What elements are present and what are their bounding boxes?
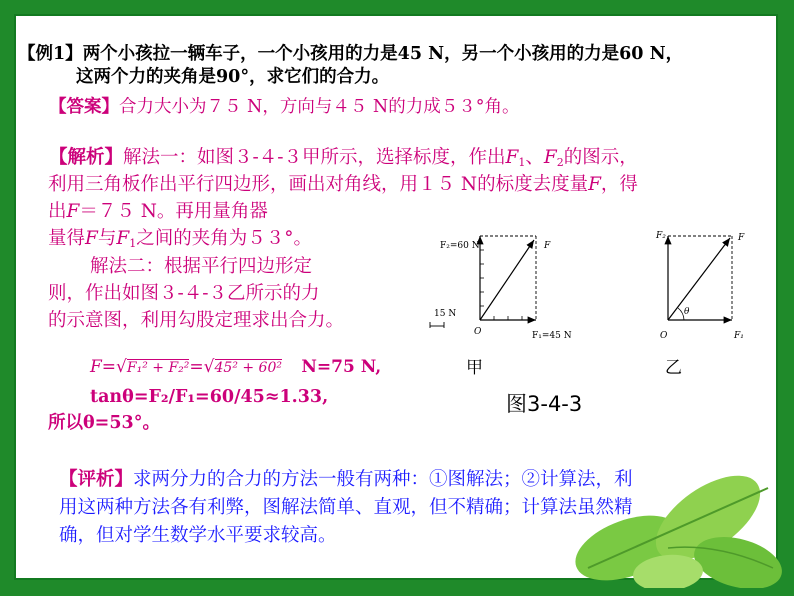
jia-f-label: F xyxy=(544,241,551,251)
f-symbol: F xyxy=(66,201,80,222)
analysis-text-4b: 与 xyxy=(97,228,117,249)
f1-subscript: 1 xyxy=(129,237,137,250)
analysis-text-4c: 之间的夹角为５３°。 xyxy=(136,228,312,249)
analysis-text-3a: 出 xyxy=(48,201,67,222)
example-line-2: 这两个力的夹角是90°，求它们的合力。 xyxy=(76,67,390,87)
answer-line xyxy=(49,96,520,118)
f1-subscript: 1 xyxy=(518,156,526,169)
yi-f-label: F xyxy=(738,233,745,243)
analysis-text-3b: ＝７５ N。再用量角器 xyxy=(79,201,268,222)
analysis-text-4a: 量得 xyxy=(48,228,86,249)
leaves-decoration xyxy=(558,448,788,588)
comment-text-1: 求两分力的合力的方法一般有两种：①图解法；②计算法，利 xyxy=(133,469,633,490)
f-symbol: F xyxy=(588,174,601,195)
answer-tag: 【答案】 xyxy=(49,97,119,117)
f2-symbol: F xyxy=(543,147,557,168)
analysis-line-6: 则，作出如图３-４-３乙所示的力 xyxy=(48,283,320,304)
analysis-line-5: 解法二：根据平行四边形定 xyxy=(90,256,313,277)
figure-jia xyxy=(404,220,584,350)
analysis-line-2 xyxy=(48,174,638,196)
example-line-1 xyxy=(18,43,683,65)
jia-f-arrow xyxy=(480,240,534,320)
sqrt-2: √45² + 60² xyxy=(203,357,282,377)
comment-line-3: 确，但对学生数学水平要求较高。 xyxy=(59,525,337,546)
analysis-line-7: 的示意图，利用勾股定理求出合力。 xyxy=(48,310,345,331)
yi-theta: θ xyxy=(684,307,690,317)
label-yi: 乙 xyxy=(665,358,682,378)
analysis-line-1 xyxy=(49,147,638,174)
jia-f1-label: F₁=45 N xyxy=(532,331,572,341)
yi-f1-label: F₁ xyxy=(734,331,744,341)
comment-tag: 【评析】 xyxy=(59,469,134,490)
sqrt-1-content: F₁² + F₂² xyxy=(126,360,190,376)
example-tag: 【例1】 xyxy=(18,44,83,64)
analysis-line-3 xyxy=(48,201,268,223)
yi-origin: O xyxy=(660,331,668,341)
figure-yi xyxy=(634,220,774,350)
example-text-1: 两个小孩拉一辆车子，一个小孩用的力是45 N，另一个小孩用的力是60 N， xyxy=(82,44,684,64)
figure-caption: 图3-4-3 xyxy=(506,392,583,416)
yi-f-arrow xyxy=(668,238,730,320)
f2-subscript: 2 xyxy=(556,156,564,169)
analysis-tag: 【解析】 xyxy=(49,147,124,168)
tan-line: tanθ=F₂/F₁=60/45≈1.33, xyxy=(90,387,329,407)
analysis-text-1a: 解法一：如图３-４-３甲所示，选择标度，作出 xyxy=(123,147,506,168)
comment-line-1 xyxy=(59,469,633,491)
analysis-text-2b: ，得 xyxy=(600,174,638,195)
jia-f2-label: F₂=60 N xyxy=(440,241,480,251)
formula-result: N=75 N, xyxy=(301,357,382,377)
yi-f2-label: F₂ xyxy=(656,231,666,241)
sqrt-1: √F₁² + F₂² xyxy=(116,357,190,377)
formula-lhs: F xyxy=(90,357,102,377)
comment-line-2: 用这两种方法各有利弊，图解法简单、直观，但不精确；计算法虽然精 xyxy=(59,497,633,518)
jia-origin: O xyxy=(474,327,482,337)
answer-text: 合力大小为７５ N，方向与４５ N的力成５３°角。 xyxy=(119,97,520,117)
analysis-text-2: 利用三角板作出平行四边形，画出对角线，用１５ N的标度去度量 xyxy=(48,174,589,195)
content-area xyxy=(14,14,778,580)
jia-scale-label: 15 N xyxy=(434,309,457,319)
analysis-text-1c: 的图示， xyxy=(563,147,638,168)
f1-symbol: F xyxy=(505,147,519,168)
angle-line: 所以θ=53°。 xyxy=(48,413,160,433)
f-symbol: F xyxy=(85,228,98,249)
label-jia: 甲 xyxy=(466,358,483,378)
f1-symbol: F xyxy=(116,228,130,249)
analysis-line-4 xyxy=(48,228,312,255)
analysis-text-1b: 、 xyxy=(525,147,544,168)
formula-line: F=√F₁² + F₂²=√45² + 60² N=75 N, xyxy=(90,357,382,377)
sqrt-2-content: 45² + 60² xyxy=(214,360,282,376)
